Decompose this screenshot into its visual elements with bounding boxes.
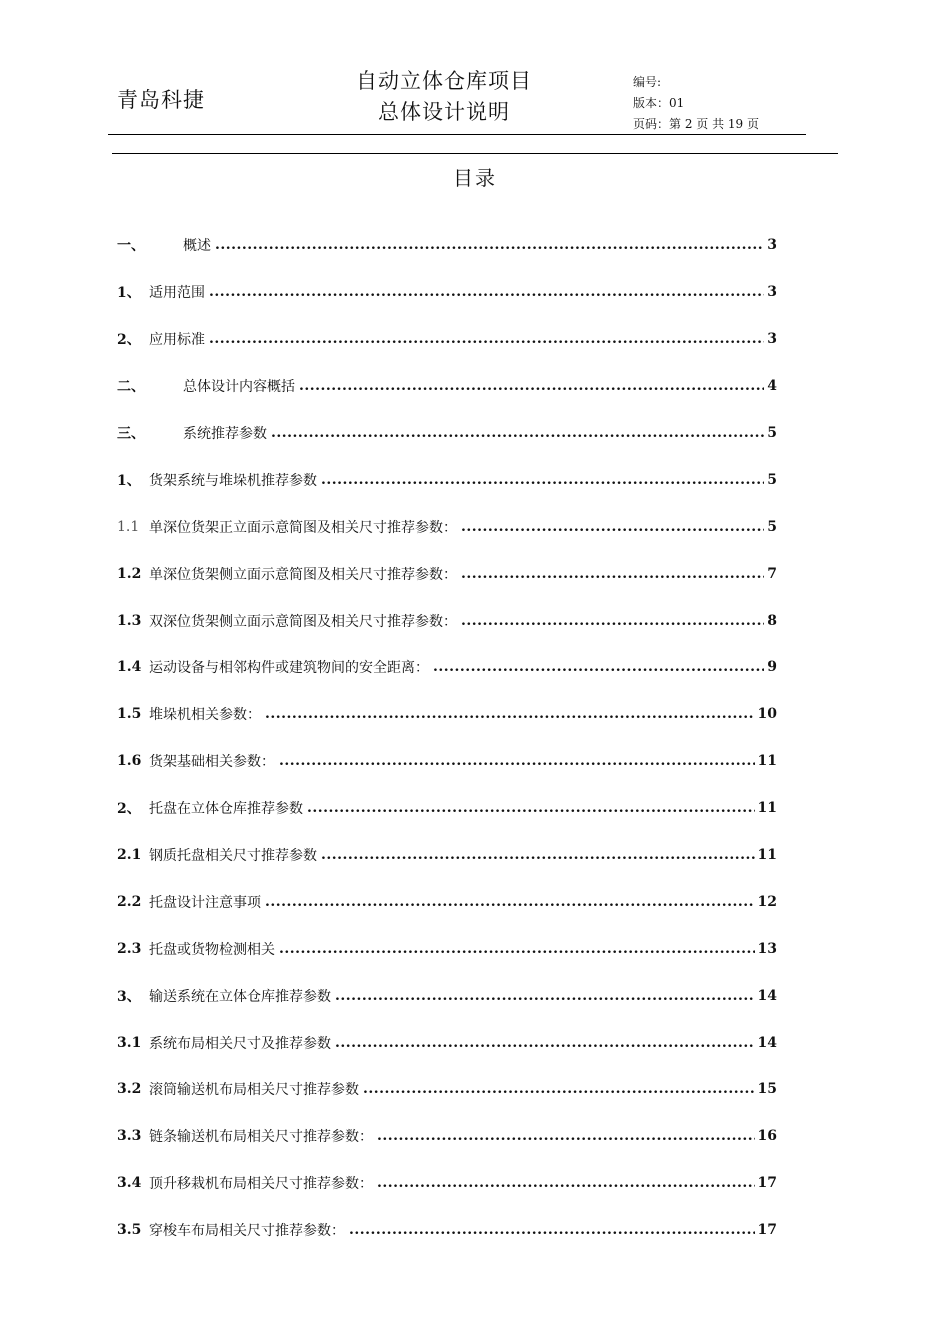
toc-entry[interactable] (117, 738, 777, 785)
toc-entry-number: 2、 (117, 332, 141, 349)
title-line-1: 自动立体仓库项目 (356, 69, 532, 93)
toc-entry[interactable] (117, 363, 777, 410)
toc-entry-label: 单深位货架侧立面示意简图及相关尺寸推荐参数： (149, 566, 457, 583)
toc-entry-number: 二、 (117, 379, 145, 396)
toc-entry-label: 托盘在立体仓库推荐参数 (149, 801, 303, 818)
toc-entry-label: 堆垛机相关参数： (149, 707, 261, 724)
toc-entry-label: 双深位货架侧立面示意简图及相关尺寸推荐参数： (149, 613, 457, 630)
toc-dot-leader (335, 987, 755, 1005)
toc-entry-label: 货架基础相关参数： (149, 754, 275, 771)
header-divider (112, 153, 838, 154)
toc-entry-number: 1.2 (117, 565, 142, 582)
toc-entry[interactable] (117, 410, 777, 457)
toc-entry-number: 3.5 (117, 1222, 142, 1239)
header-rule (108, 134, 806, 135)
toc-entry[interactable] (117, 503, 777, 550)
document-title (330, 66, 558, 128)
toc-entry[interactable] (117, 644, 777, 691)
document-meta (633, 72, 759, 135)
toc-entry-page: 9 (767, 659, 777, 676)
toc-entry-label: 顶升移栽机布局相关尺寸推荐参数： (149, 1176, 373, 1193)
toc-entry-number: 3.3 (117, 1128, 142, 1145)
toc-entry[interactable] (117, 691, 777, 738)
toc-entry-label: 适用范围 (149, 285, 205, 302)
toc-entry[interactable] (117, 456, 777, 503)
toc-entry-page: 11 (757, 800, 777, 817)
toc-entry-number: 3.4 (117, 1175, 142, 1192)
toc-entry-label: 运动设备与相邻构件或建筑物间的安全距离： (149, 660, 429, 677)
toc-entry[interactable] (117, 878, 777, 925)
toc-entry-number: 1.5 (117, 706, 142, 723)
toc-entry-number: 1.1 (117, 518, 140, 535)
toc-entry-label: 应用标准 (149, 332, 205, 349)
toc-entry-page: 8 (767, 612, 777, 629)
toc-entry-page: 12 (757, 893, 777, 910)
toc-entry[interactable] (117, 1207, 777, 1254)
toc-entry-number: 一、 (117, 238, 145, 255)
toc-entry-number: 2、 (117, 801, 141, 818)
toc-entry-page: 14 (757, 987, 777, 1004)
toc-dot-leader (321, 846, 755, 864)
toc-entry-page: 3 (767, 284, 777, 301)
toc-entry[interactable] (117, 1019, 777, 1066)
toc-title: 目录 (453, 166, 497, 190)
toc-entry-label: 链条输送机布局相关尺寸推荐参数： (149, 1129, 373, 1146)
toc-dot-leader (209, 283, 764, 301)
company-name: 青岛科捷 (117, 88, 205, 112)
toc-dot-leader (335, 1034, 755, 1052)
toc-entry[interactable] (117, 1113, 777, 1160)
toc-entry[interactable] (117, 597, 777, 644)
toc-entry-page: 14 (757, 1034, 777, 1051)
toc-entry-page: 11 (757, 847, 777, 864)
toc-entry-label: 系统布局相关尺寸及推荐参数 (149, 1035, 331, 1052)
toc-dot-leader (321, 471, 764, 489)
toc-entry-label: 穿梭车布局相关尺寸推荐参数： (149, 1223, 345, 1240)
toc-entry-number: 2.2 (117, 893, 142, 910)
table-of-contents (117, 222, 777, 1254)
toc-entry-number: 2.1 (117, 847, 142, 864)
toc-dot-leader (461, 518, 764, 536)
toc-entry-page: 17 (757, 1222, 777, 1239)
toc-dot-leader (265, 705, 755, 723)
toc-entry-page: 4 (767, 378, 777, 395)
toc-entry-page: 11 (757, 753, 777, 770)
toc-entry-page: 5 (767, 471, 777, 488)
toc-entry-number: 3、 (117, 988, 141, 1005)
toc-dot-leader (271, 424, 764, 442)
toc-entry-page: 3 (767, 331, 777, 348)
toc-dot-leader (461, 612, 764, 630)
doc-number-label: 编号: (633, 75, 662, 89)
toc-entry-label: 托盘设计注意事项 (149, 894, 261, 911)
toc-entry[interactable] (117, 222, 777, 269)
toc-dot-leader (299, 377, 764, 395)
toc-entry[interactable] (117, 785, 777, 832)
toc-entry-number: 1、 (117, 285, 141, 302)
toc-entry-number: 1.4 (117, 659, 142, 676)
toc-entry-number: 三、 (117, 426, 145, 442)
toc-entry[interactable] (117, 269, 777, 316)
toc-dot-leader (349, 1221, 755, 1239)
toc-dot-leader (363, 1080, 755, 1098)
toc-dot-leader (307, 799, 755, 817)
toc-entry-number: 1、 (117, 472, 141, 489)
toc-dot-leader (433, 658, 764, 676)
toc-entry-number: 1.6 (117, 753, 142, 770)
toc-entry-label: 单深位货架正立面示意简图及相关尺寸推荐参数： (149, 519, 457, 536)
toc-entry-page: 16 (757, 1128, 777, 1145)
toc-dot-leader (377, 1174, 755, 1192)
toc-entry-page: 7 (767, 565, 777, 582)
page-info: 页码：第 2 页 共 19 页 (633, 117, 759, 131)
toc-entry-page: 10 (757, 706, 777, 723)
toc-dot-leader (279, 752, 755, 770)
toc-entry-number: 2.3 (117, 940, 142, 957)
toc-entry-page: 17 (757, 1175, 777, 1192)
toc-dot-leader (461, 565, 764, 583)
toc-dot-leader (215, 236, 764, 254)
version-label: 版本：01 (633, 96, 685, 110)
toc-entry[interactable] (117, 972, 777, 1019)
toc-entry-number: 1.3 (117, 612, 142, 629)
toc-entry-number: 3.2 (117, 1081, 142, 1098)
toc-dot-leader (209, 330, 764, 348)
toc-entry-page: 5 (767, 518, 777, 535)
toc-entry[interactable] (117, 1066, 777, 1113)
title-line-2: 总体设计说明 (378, 100, 510, 124)
toc-entry-label: 货架系统与堆垛机推荐参数 (149, 472, 317, 489)
toc-entry-label: 托盘或货物检测相关 (149, 941, 275, 958)
toc-dot-leader (265, 893, 755, 911)
toc-entry-page: 13 (757, 940, 777, 957)
toc-entry[interactable] (117, 1160, 777, 1207)
toc-entry-label: 滚筒输送机布局相关尺寸推荐参数 (149, 1082, 359, 1099)
toc-entry-page: 3 (767, 237, 777, 254)
toc-entry-label: 输送系统在立体仓库推荐参数 (149, 988, 331, 1005)
toc-entry-label: 概述 (183, 238, 211, 255)
toc-dot-leader (279, 940, 755, 958)
toc-entry-page: 5 (767, 425, 777, 441)
toc-dot-leader (377, 1127, 755, 1145)
toc-entry[interactable] (117, 832, 777, 879)
toc-entry-page: 15 (757, 1081, 777, 1098)
toc-entry-label: 系统推荐参数 (183, 426, 267, 442)
toc-entry[interactable] (117, 550, 777, 597)
toc-entry[interactable] (117, 925, 777, 972)
toc-entry-number: 3.1 (117, 1034, 142, 1051)
toc-entry-label: 总体设计内容概括 (183, 379, 295, 396)
toc-entry[interactable] (117, 316, 777, 363)
toc-entry-label: 钢质托盘相关尺寸推荐参数 (149, 848, 317, 865)
